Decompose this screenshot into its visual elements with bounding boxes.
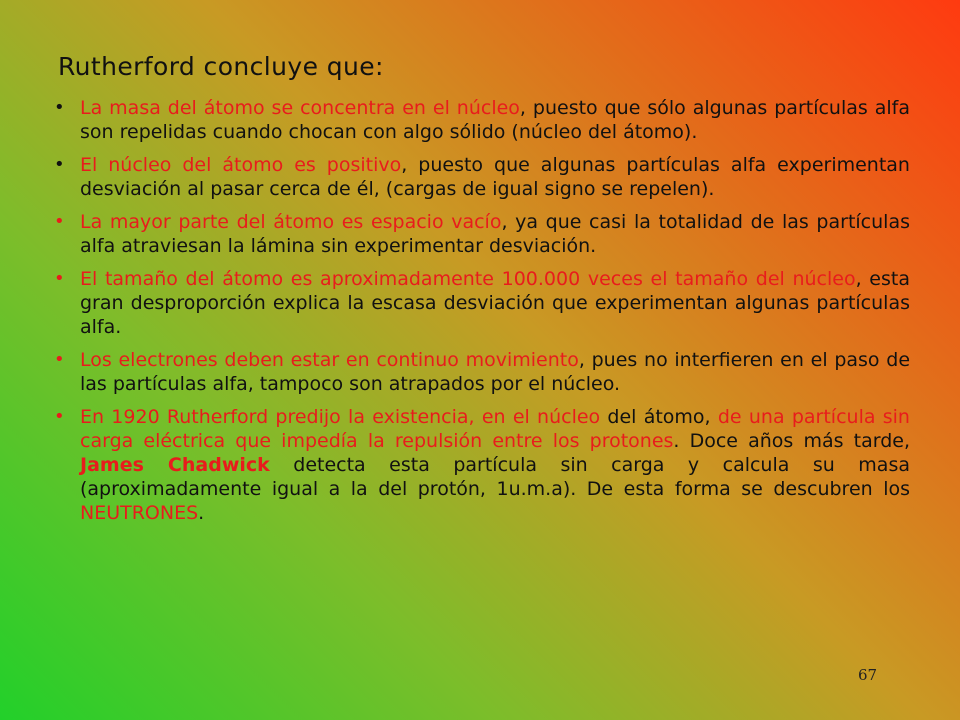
bullet-item <box>48 153 910 201</box>
bullet-text: , ya que casi la totalidad de las partículas alfa atraviesan la lámina sin experimentar desviación. <box>80 211 910 257</box>
bullet-text-highlight: El tamaño del átomo es aproximadamente 100.000 veces el tamaño del núcleo <box>80 268 856 290</box>
bullet-dot-icon: • <box>54 268 65 289</box>
bullet-item <box>48 96 910 144</box>
bullet-text: , pues no interfieren en el paso de las partículas alfa, tampoco son atrapados por el núcleo. <box>80 349 911 395</box>
bullet-dot-icon: • <box>54 97 65 118</box>
bullet-dot-icon: • <box>54 349 65 370</box>
bullet-text: . Doce años más tarde, <box>673 430 910 452</box>
bullet-text-highlight: La masa del átomo se concentra en el núcleo <box>80 97 520 119</box>
bullet-text: . <box>198 502 205 524</box>
bullet-text-highlight: En 1920 Rutherford predijo la existencia, en el núcleo <box>80 406 601 428</box>
bullet-text: , puesto que sólo algunas partículas alfa son repelidas cuando chocan con algo sólido (núcleo del átomo). <box>80 97 910 143</box>
bullet-text: del átomo, <box>600 406 718 428</box>
bullet-text: detecta esta partícula sin carga y calcula su masa (aproximadamente igual a la del protón, 1u.m.a). De esta forma se descubren los <box>80 454 910 500</box>
bullet-item <box>48 267 929 339</box>
bullet-dot-icon: • <box>54 211 65 232</box>
page-number: 67 <box>858 666 878 684</box>
neutrones-highlight: NEUTRONES <box>80 502 199 524</box>
bullet-item <box>48 210 910 258</box>
bullet-text-highlight: La mayor parte del átomo es espacio vacío <box>80 211 502 233</box>
scientist-name: James Chadwick <box>80 454 270 476</box>
bullet-item <box>48 348 910 396</box>
bullet-text-highlight: El núcleo del átomo es positivo <box>80 154 402 176</box>
bullet-text: , puesto que algunas partículas alfa experimentan desviación al pasar cerca de él, (cargas de igual signo se repelen). <box>80 154 910 200</box>
slide-title: Rutherford concluye que: <box>58 52 384 81</box>
bullet-dot-icon: • <box>54 406 65 427</box>
bullet-text: , esta gran desproporción explica la escasa desviación que experimentan algunas partículas alfa. <box>80 268 929 338</box>
bullet-list <box>48 96 929 534</box>
bullet-dot-icon: • <box>54 154 65 175</box>
bullet-text-highlight: de una partícula sin carga eléctrica que impedía la repulsión entre los protones <box>80 406 910 452</box>
bullet-text-highlight: Los electrones deben estar en continuo movimiento <box>80 349 579 371</box>
bullet-item <box>48 405 910 525</box>
